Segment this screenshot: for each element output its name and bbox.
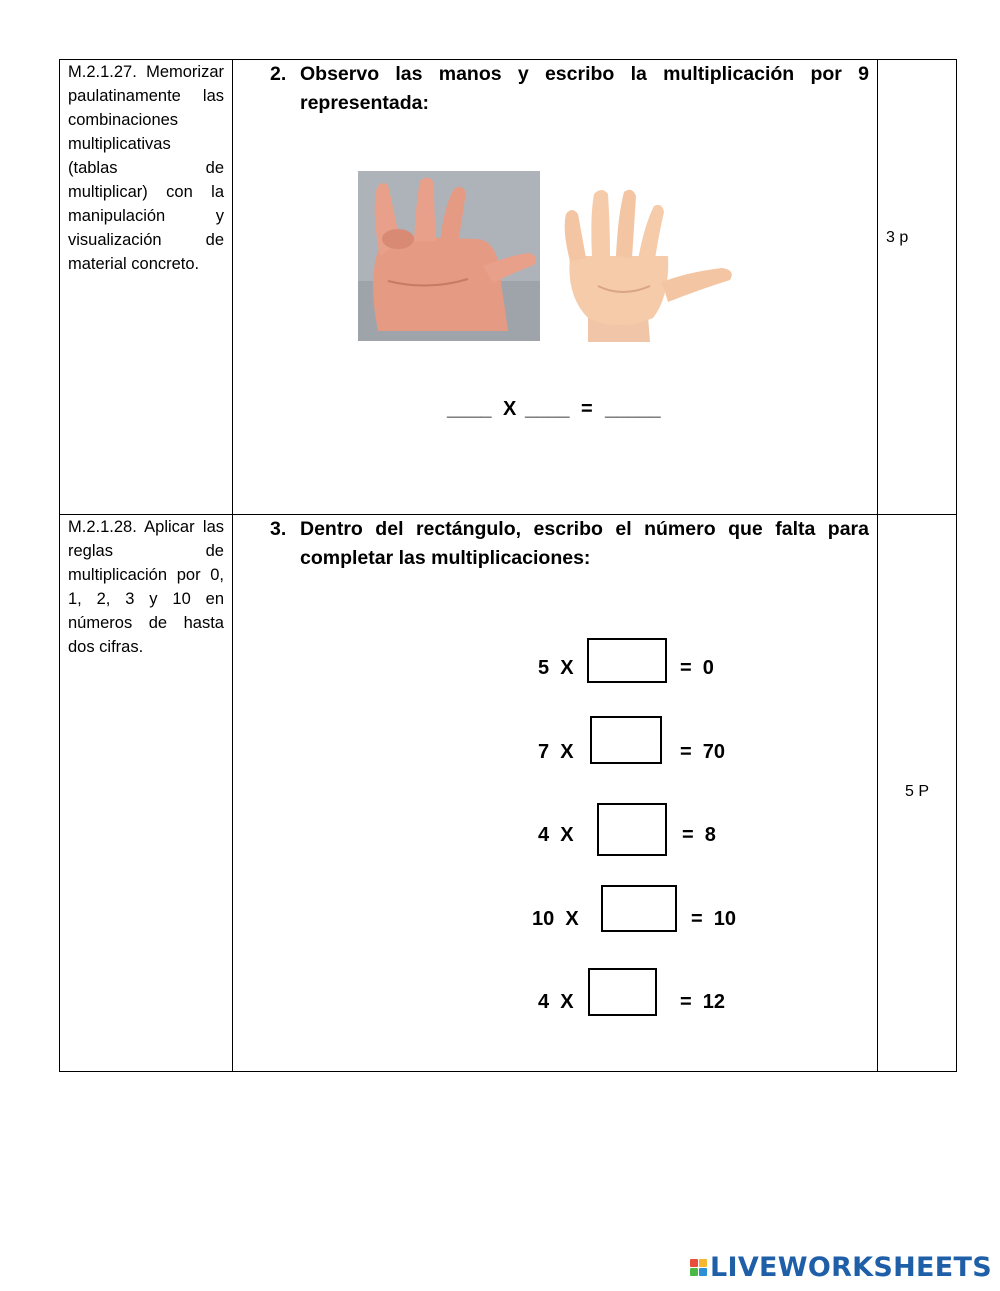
open-hand-icon [558, 186, 738, 342]
equation-2-left: 7 X [538, 741, 574, 763]
liveworksheets-logo [690, 1252, 992, 1283]
equation-2-right: = 70 [680, 741, 726, 763]
answer-box-1[interactable] [587, 638, 667, 683]
question-text: Dentro del rectángulo, escribo el número que falta para completar las multiplicaciones: [300, 518, 869, 569]
equation-5-right: = 12 [680, 991, 726, 1013]
column-divider-2 [877, 59, 878, 1072]
logo-mark-icon [690, 1259, 707, 1276]
times-sign: X [503, 398, 517, 420]
equals-sign: = [581, 398, 593, 420]
question-2 [270, 60, 869, 120]
question-text: Observo las manos y escribo la multiplicación por 9 representada: [300, 63, 869, 114]
equation-4-left: 10 X [532, 908, 579, 930]
question-3 [270, 515, 869, 575]
equation-1-left: 5 X [538, 657, 574, 679]
answer-box-5[interactable] [588, 968, 657, 1016]
table-bottom-border [59, 1071, 957, 1072]
answer-box-4[interactable] [601, 885, 677, 932]
equation-4-right: = 10 [691, 908, 737, 930]
answer-box-3[interactable] [597, 803, 667, 856]
equation-3-right: = 8 [682, 824, 716, 846]
skill-description-2: M.2.1.28. Aplicar las reglas de multiplicación por 0, 1, 2, 3 y 10 en números de hasta dos cifras. [68, 518, 224, 656]
answer-blank-1[interactable]: ____ [447, 398, 492, 420]
points-row-2: 5 P [905, 783, 930, 800]
answer-blank-3[interactable]: _____ [605, 398, 661, 420]
hand-photo-left [358, 171, 540, 341]
equation-5-left: 4 X [538, 991, 574, 1013]
answer-template [447, 398, 677, 428]
hand-folded-finger-icon [358, 171, 540, 341]
logo-text: LIVEWORKSHEETS [709, 1252, 992, 1283]
answer-box-2[interactable] [590, 716, 662, 764]
equation-1-right: = 0 [680, 657, 714, 679]
equation-3-left: 4 X [538, 824, 574, 846]
question-number: 2. [270, 63, 287, 85]
answer-blank-2[interactable]: ____ [525, 398, 570, 420]
hand-photo-right [558, 186, 738, 342]
column-divider-1 [232, 59, 233, 1072]
table-left-border [59, 59, 60, 1072]
skill-description-1: M.2.1.27. Memorizar paulatinamente las combinaciones multiplicativas (tablas de multiplicar) con la manipulación y visualización de material concreto. [68, 63, 224, 273]
points-row-1: 3 p [886, 229, 909, 246]
table-right-border [956, 59, 957, 1072]
question-number: 3. [270, 518, 287, 540]
